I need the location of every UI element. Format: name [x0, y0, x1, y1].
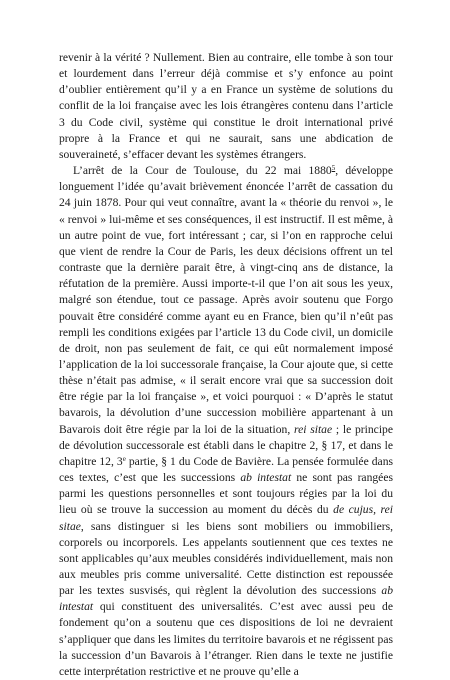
- text-run: , développe longuement l’idée qu’avait brièvement énoncée l’arrêt de cassation du 24 juin 1878. Pour qui veut connaître, avant la « théorie du renvoi », le « renvoi » lui-même et ses conséquences, il est instructif. Il est même, à un autre point de vue, fort intéressant ; car, si l’on en rapproche celui que vient de rendre la Cour de Paris, les deux décisions offrent un tel contraste que la dernière parait être, à vingt-cinq ans de distance, la réfutation de la première. Aussi importe-t-il que l’on ait sous les yeux, malgré son étendue, tout ce passage. Après avoir soutenu que Forgo pouvait être considéré comme ayant eu en France, bien qu’il n’eût pas rempli les conditions exigées par l’article 13 du Code civil, un domicile de droit, non pas seulement de fait, ce qui eût normalement imposé l’application de la loi successorale française, la Cour ajoute que, si cette thèse n’était pas admise, « il serait encore vrai que sa succession doit être régie par la loi française », et voici pourquoi : « D’après le statut bavarois, la dévolution d’une succession mobilière appartenant à un Bavarois doit être régie par la loi de la situation,: [59, 164, 393, 436]
- text-run: ne sont pas rangées parmi les questions personnelles et sont toujours régies par la loi du lieu où se trouve la succession au moment du décès du: [59, 471, 393, 517]
- paragraph-2: [59, 163, 393, 680]
- italic-term: ab intestat: [240, 471, 292, 485]
- text-run: , sans distinguer si les biens sont mobiliers ou immobiliers, corporels ou incorporels. Les appelants soutiennent que ces textes ne sont applicables qu’aux meubles considérés individuellement, mais non aux meubles pris comme universalité. Cette distinction est repoussée par les textes susvisés, qui règlent la dévolution des successions: [59, 519, 393, 598]
- text-run: qui constituent des universalités. C’est avec aussi peu de fondement qu’on a soutenu que ces dispositions de loi ne devraient s’appliquer que dans les limites du territoire bavarois et ne régissent pas la succession d’un Bavarois à l’étranger. Rien dans le texte ne justifie cette interprétation restrictive et ne prouve qu’elle a: [59, 600, 393, 678]
- italic-term: rei sitae: [294, 422, 333, 436]
- text-run: L’arrêt de la Cour de Toulouse, du 22 mai 1880: [73, 164, 332, 178]
- footnote-reference[interactable]: 5: [331, 164, 336, 173]
- text-run: partie, § 1 du Code de Bavière. La pensée formulée dans ces textes, c’est que les successions: [59, 454, 394, 485]
- italic-term: de cujus, rei sitae: [59, 503, 394, 533]
- paragraph-1: revenir à la vérité ? Nullement. Bien au contraire, elle tombe à son tour et lourdement dans l’erreur déjà commise et s’y enfonce au point d’oublier entièrement qu’il y a en France un système de solutions du conflit de la loi française avec les lois étrangères contenu dans l’article 3 du Code civil, système qui constitue le droit international privé propre à la France et qui ne saurait, sans une abdication de souveraineté, s’effacer devant les systèmes étrangers.: [59, 51, 393, 161]
- text-run: ; le principe de dévolution successorale est établi dans le chapitre 2, § 17, et dans le chapitre 12, 3: [59, 422, 393, 468]
- document-page: [59, 50, 393, 680]
- italic-term: ab intestat: [59, 584, 393, 614]
- ordinal-superscript: e: [122, 454, 126, 463]
